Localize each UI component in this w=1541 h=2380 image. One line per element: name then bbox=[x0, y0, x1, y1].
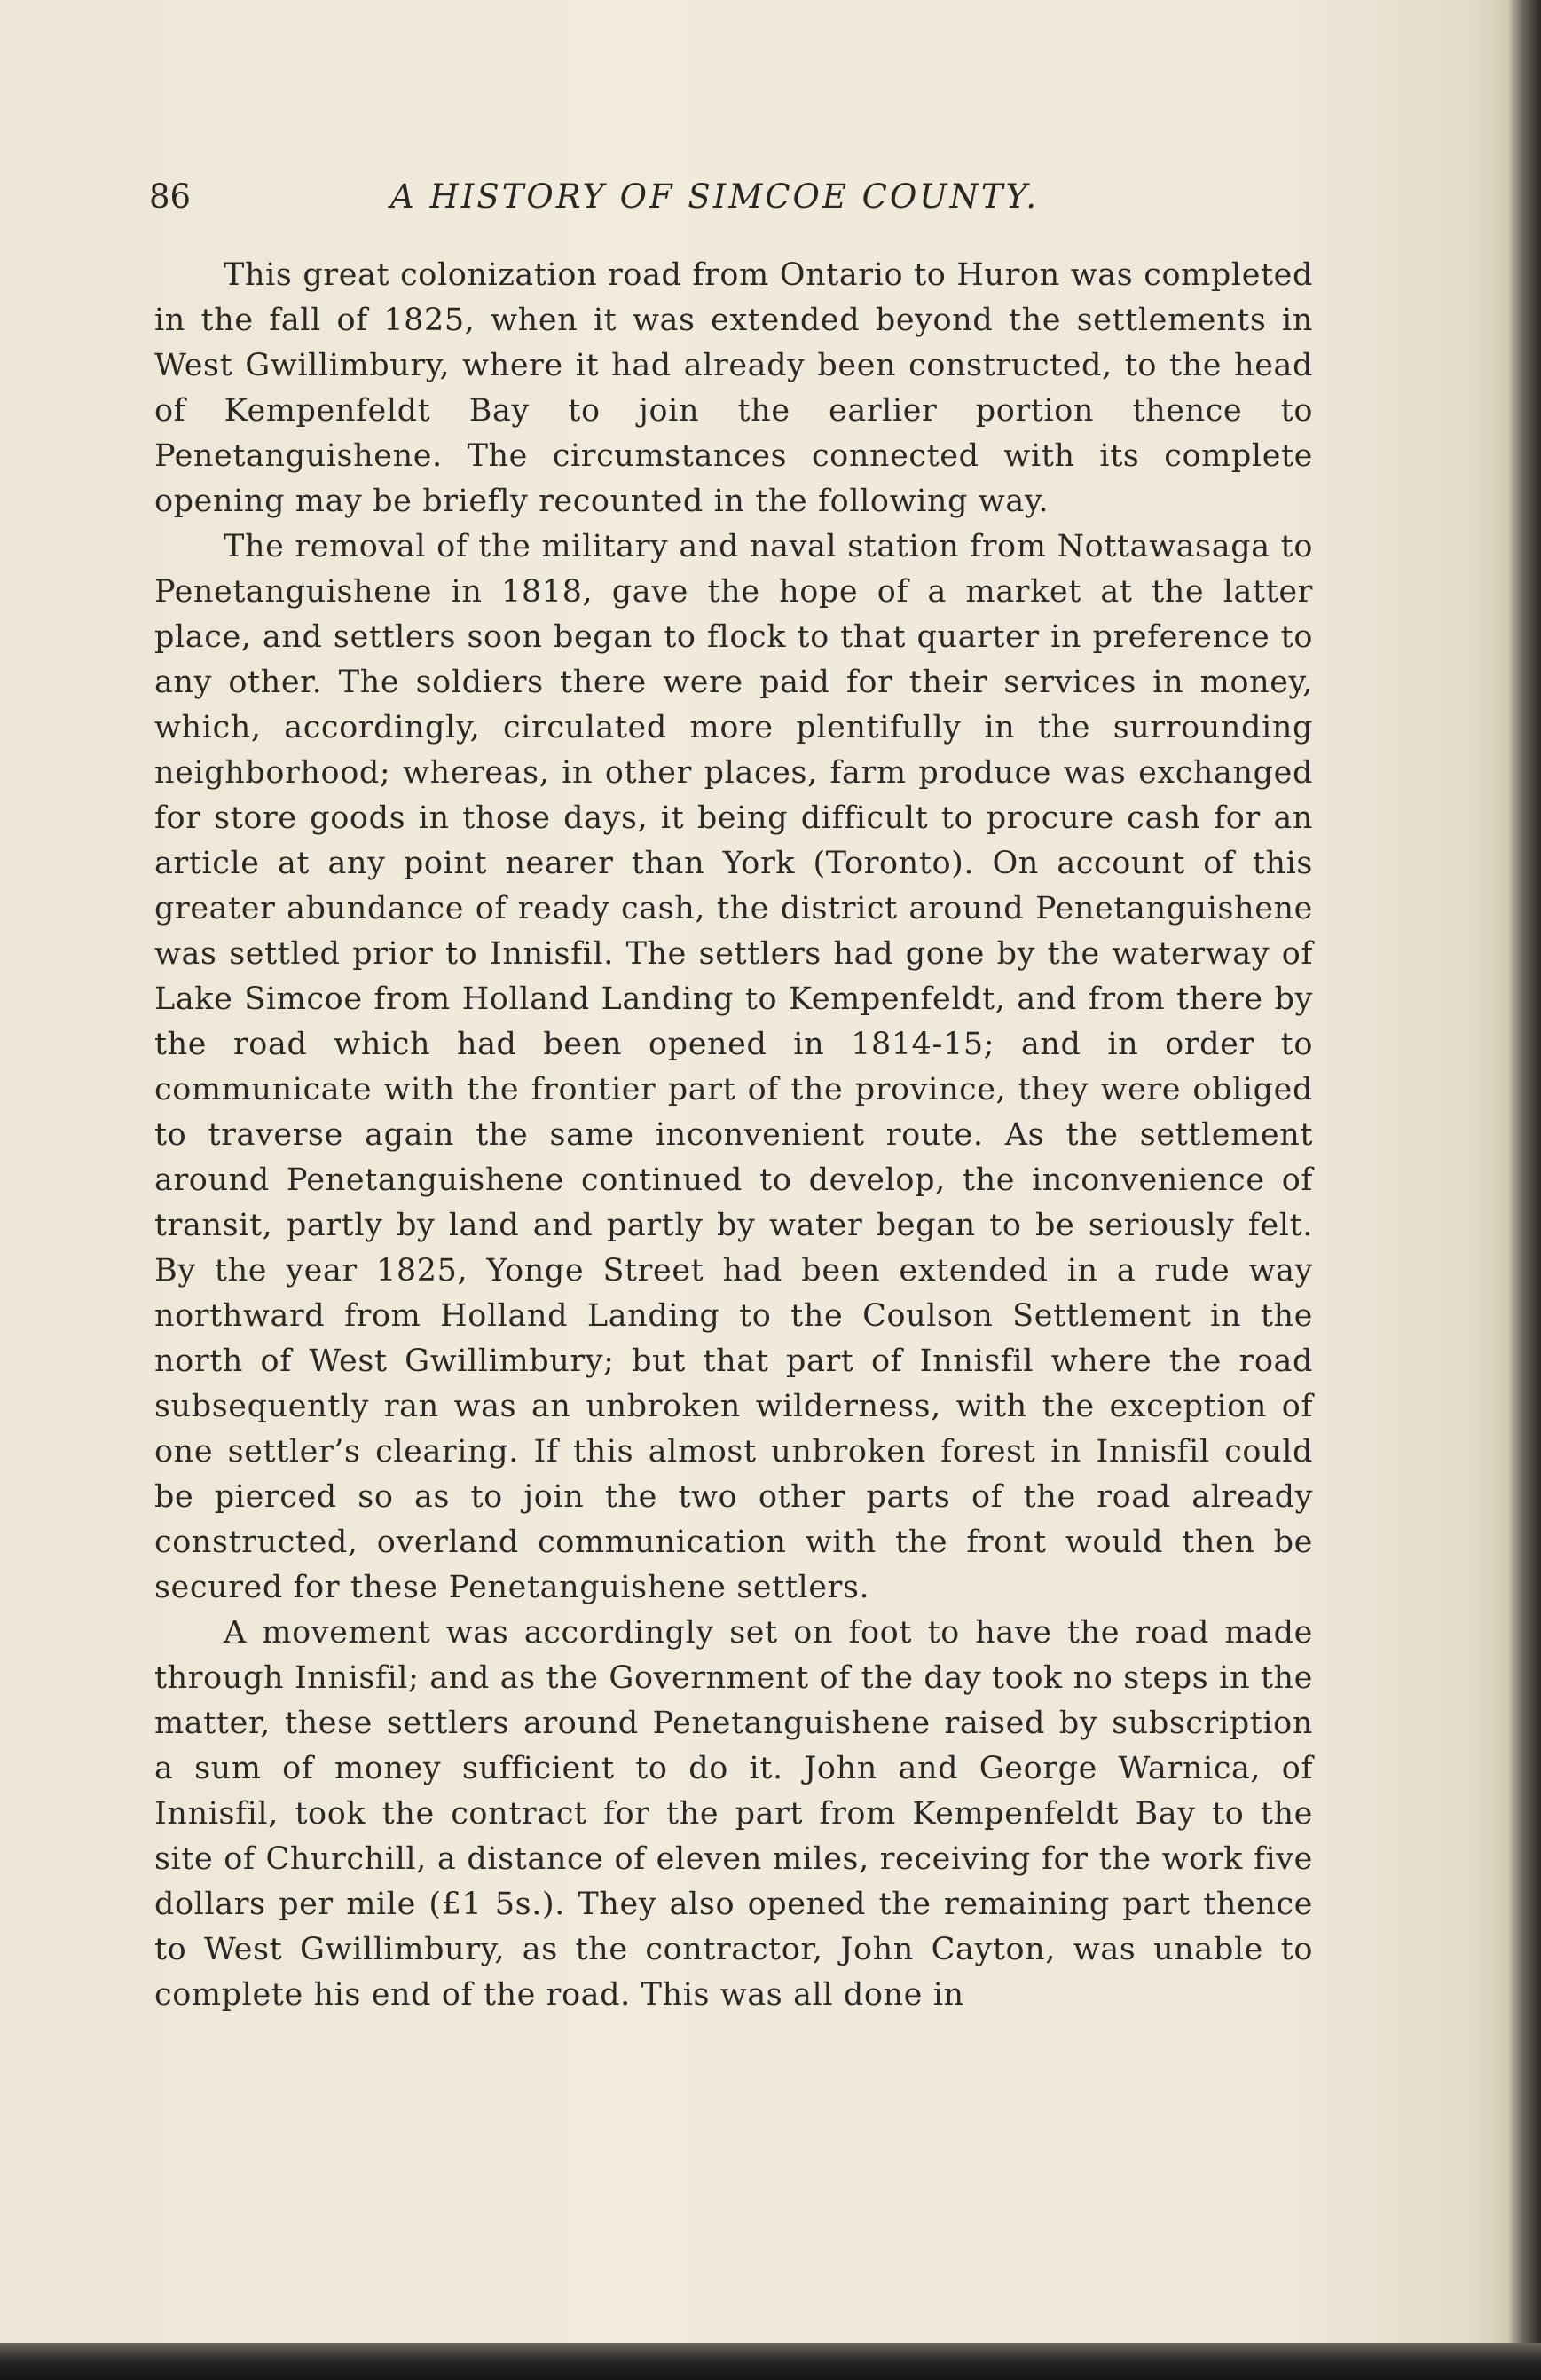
page-edge-shadow bbox=[1508, 0, 1541, 2380]
body-text bbox=[154, 253, 1313, 2018]
page-header bbox=[149, 177, 1313, 231]
paragraph-2: The removal of the military and naval station from Nottawasaga to Penetanguishene in 1818, gave the hope of a market at the latter place, and settlers soon began to flock to that quarter in preference to any other. The soldiers there were paid for their services in money, which, accordingly, circulated more plentifully in the surrounding neighborhood; whereas, in other places, farm produce was exchanged for store goods in those days, it being difficult to procure cash for an article at any point nearer than York (Toronto). On account of this greater abundance of ready cash, the district around Penetanguishene was settled prior to Innisfil. The settlers had gone by the waterway of Lake Simcoe from Holland Landing to Kempenfeldt, and from there by the road which had been opened in 1814-15; and in order to communicate with the frontier part of the province, they were obliged to traverse again the same inconvenient route. As the settlement around Penetanguishene continued to develop, the inconvenience of transit, partly by land and partly by water began to be seriously felt. By the year 1825, Yonge Street had been extended in a rude way northward from Holland Landing to the Coulson Settlement in the north of West Gwillimbury; but that part of Innisfil where the road subsequently ran was an unbroken wilderness, with the exception of one settler’s clearing. If this almost unbroken forest in Innisfil could be pierced so as to join the two other parts of the road already constructed, overland communication with the front would then be secured for these Penetanguishene settlers. bbox=[154, 529, 1313, 1605]
paragraph-1: This great colonization road from Ontario to Huron was completed in the fall of 1825, when it was extended beyond the settlements in West Gwillimbury, where it had already been constructed, to the head of Kempenfeldt Bay to join the earlier portion thence to Penetanguishene. The circumstances connected with its complete opening may be briefly recounted in the following way. bbox=[154, 257, 1313, 519]
scan-bottom-border bbox=[0, 2343, 1541, 2380]
page-number: 86 bbox=[149, 177, 192, 216]
paragraph-3: A movement was accordingly set on foot to have the road made through Innisfil; and as the Government of the day took no steps in the matter, these settlers around Penetanguishene raised by subscription a sum of money sufficient to do it. John and George Warnica, of Innisfil, took the contract for the part from Kempenfeldt Bay to the site of Churchill, a distance of eleven miles, receiving for the work five dollars per mile (£1 5s.). They also opened the remaining part thence to West Gwillimbury, as the contractor, John Cayton, was unable to complete his end of the road. This was all done in bbox=[154, 1615, 1313, 2013]
running-title: A HISTORY OF SIMCOE COUNTY. bbox=[390, 177, 1039, 216]
